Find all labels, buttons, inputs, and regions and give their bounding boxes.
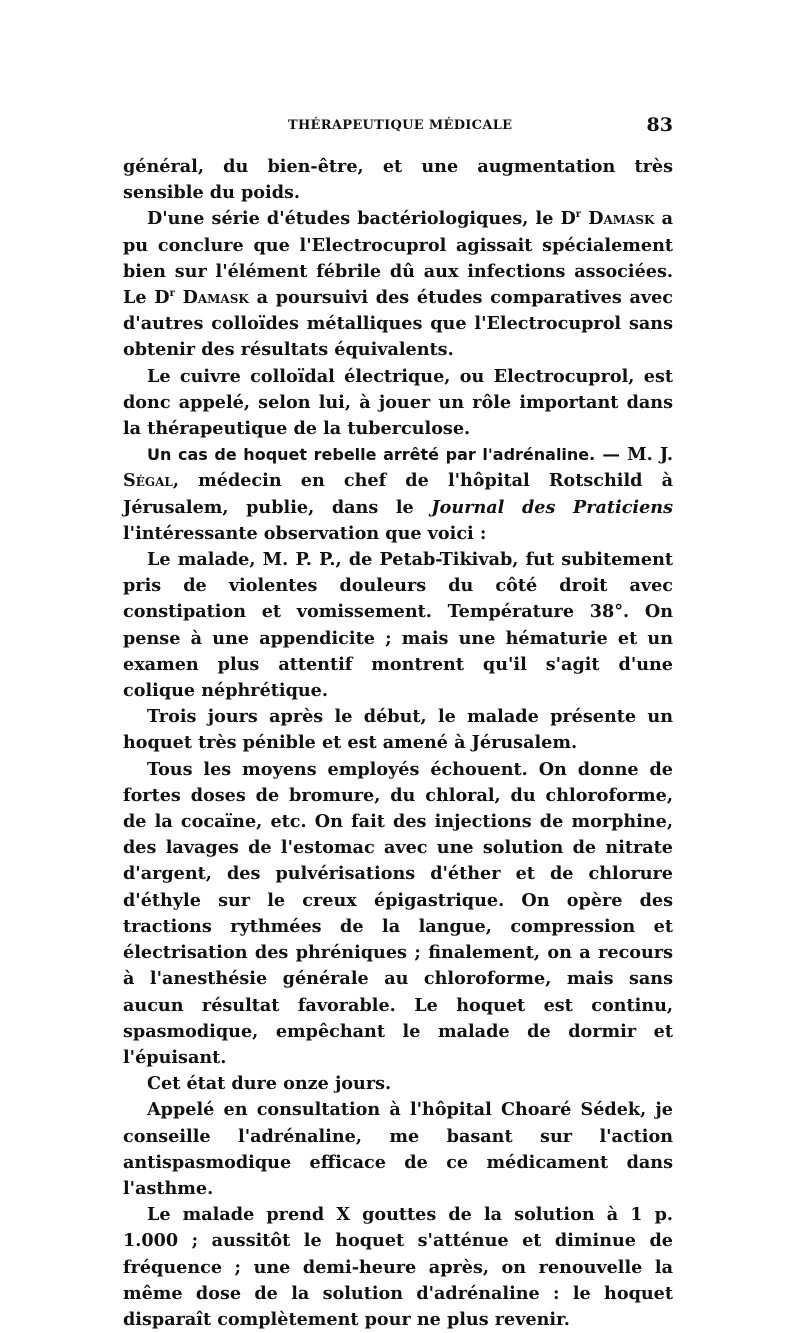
book-page [123, 112, 673, 1333]
paragraph-2 [123, 206, 673, 363]
paragraph-4-text-c: l'intéressante observation que voici : [123, 522, 487, 544]
paragraph-7: Tous les moyens employés échouent. On donne de fortes doses de bromure, du chloral, du chloroforme, de la cocaïne, etc. On fait des injections de morphine, des lavages de l'estomac avec une solution de nitrate d'argent, des pulvérisations d'éther et de chlorure d'éthyle sur le creux épigastrique. On opère des tractions rythmées de la langue, compression et électrisation des phréniques ; finalement, on a recours à l'anesthésie générale au chloroforme, mais sans aucun résultat favorable. Le hoquet est continu, spasmodique, empêchant le malade de dormir et l'épuisant. [123, 758, 673, 1068]
paragraph-6: Trois jours après le début, le malade présente un hoquet très pénible et est amené à Jérusalem. [123, 706, 673, 754]
paragraph-4-text-a: — M. J. [595, 444, 674, 466]
running-head: THÉRAPEUTIQUE MÉDICALE [288, 118, 513, 133]
page-number: 83 [646, 114, 673, 136]
paragraph-2-text-b: a pu conclure que l'Electrocuprol agissait spécialement bien sur l'élément fébrile dû aux infections associées. Le D [123, 208, 673, 309]
paragraph-1: général, du bien-être, et une augmentation très sensible du poids. [123, 156, 673, 204]
paragraph-4 [123, 442, 673, 547]
page-header [123, 112, 673, 144]
section-title: Un cas de hoquet rebelle arrêté par l'adrénaline. [147, 445, 596, 465]
paragraph-8: Cet état dure onze jours. [147, 1073, 392, 1095]
physician-name: Ségal [123, 470, 173, 492]
paragraph-10: Le malade prend X gouttes de la solution à 1 p. 1.000 ; aussitôt le hoquet s'atténue et diminue de fréquence ; une demi-heure après, on renouvelle la même dose de la solution d'adrénaline : le hoquet disparaît complètement pour ne plus revenir. [123, 1204, 673, 1330]
superscript-r: r [575, 209, 582, 221]
paragraph-2-text-a: D'une série d'études bactériologiques, le D [147, 208, 576, 230]
author-name-2: Damask [182, 287, 249, 309]
paragraph-3: Le cuivre colloïdal électrique, ou Electrocuprol, est donc appelé, selon lui, à jouer un rôle important dans la thérapeutique de la tuberculose. [123, 365, 673, 440]
paragraph-4-text-b: , médecin en chef de l'hôpital Rotschild à Jérusalem, publie, dans le [123, 470, 673, 518]
journal-title: Journal des Praticiens [431, 496, 673, 518]
author-name: Damask [588, 208, 655, 230]
paragraph-9: Appelé en consultation à l'hôpital Choaré Sédek, je conseille l'adrénaline, me basant sur l'action antispasmodique efficace de ce médicament dans l'asthme. [123, 1099, 673, 1199]
body-text [123, 154, 673, 1333]
paragraph-5: Le malade, M. P. P., de Petab-Tikivab, fut subitement pris de violentes douleurs du côté droit avec constipation et vomissement. Température 38°. On pense à une appendicite ; mais une hématurie et un examen plus attentif montrent qu'il s'agit d'une colique néphrétique. [123, 549, 673, 702]
superscript-r-2: r [169, 288, 175, 300]
paragraph-2-text-c: a poursuivi des études comparatives avec d'autres colloïdes métalliques que l'Electrocuprol sans obtenir des résultats équivalents. [123, 287, 673, 361]
